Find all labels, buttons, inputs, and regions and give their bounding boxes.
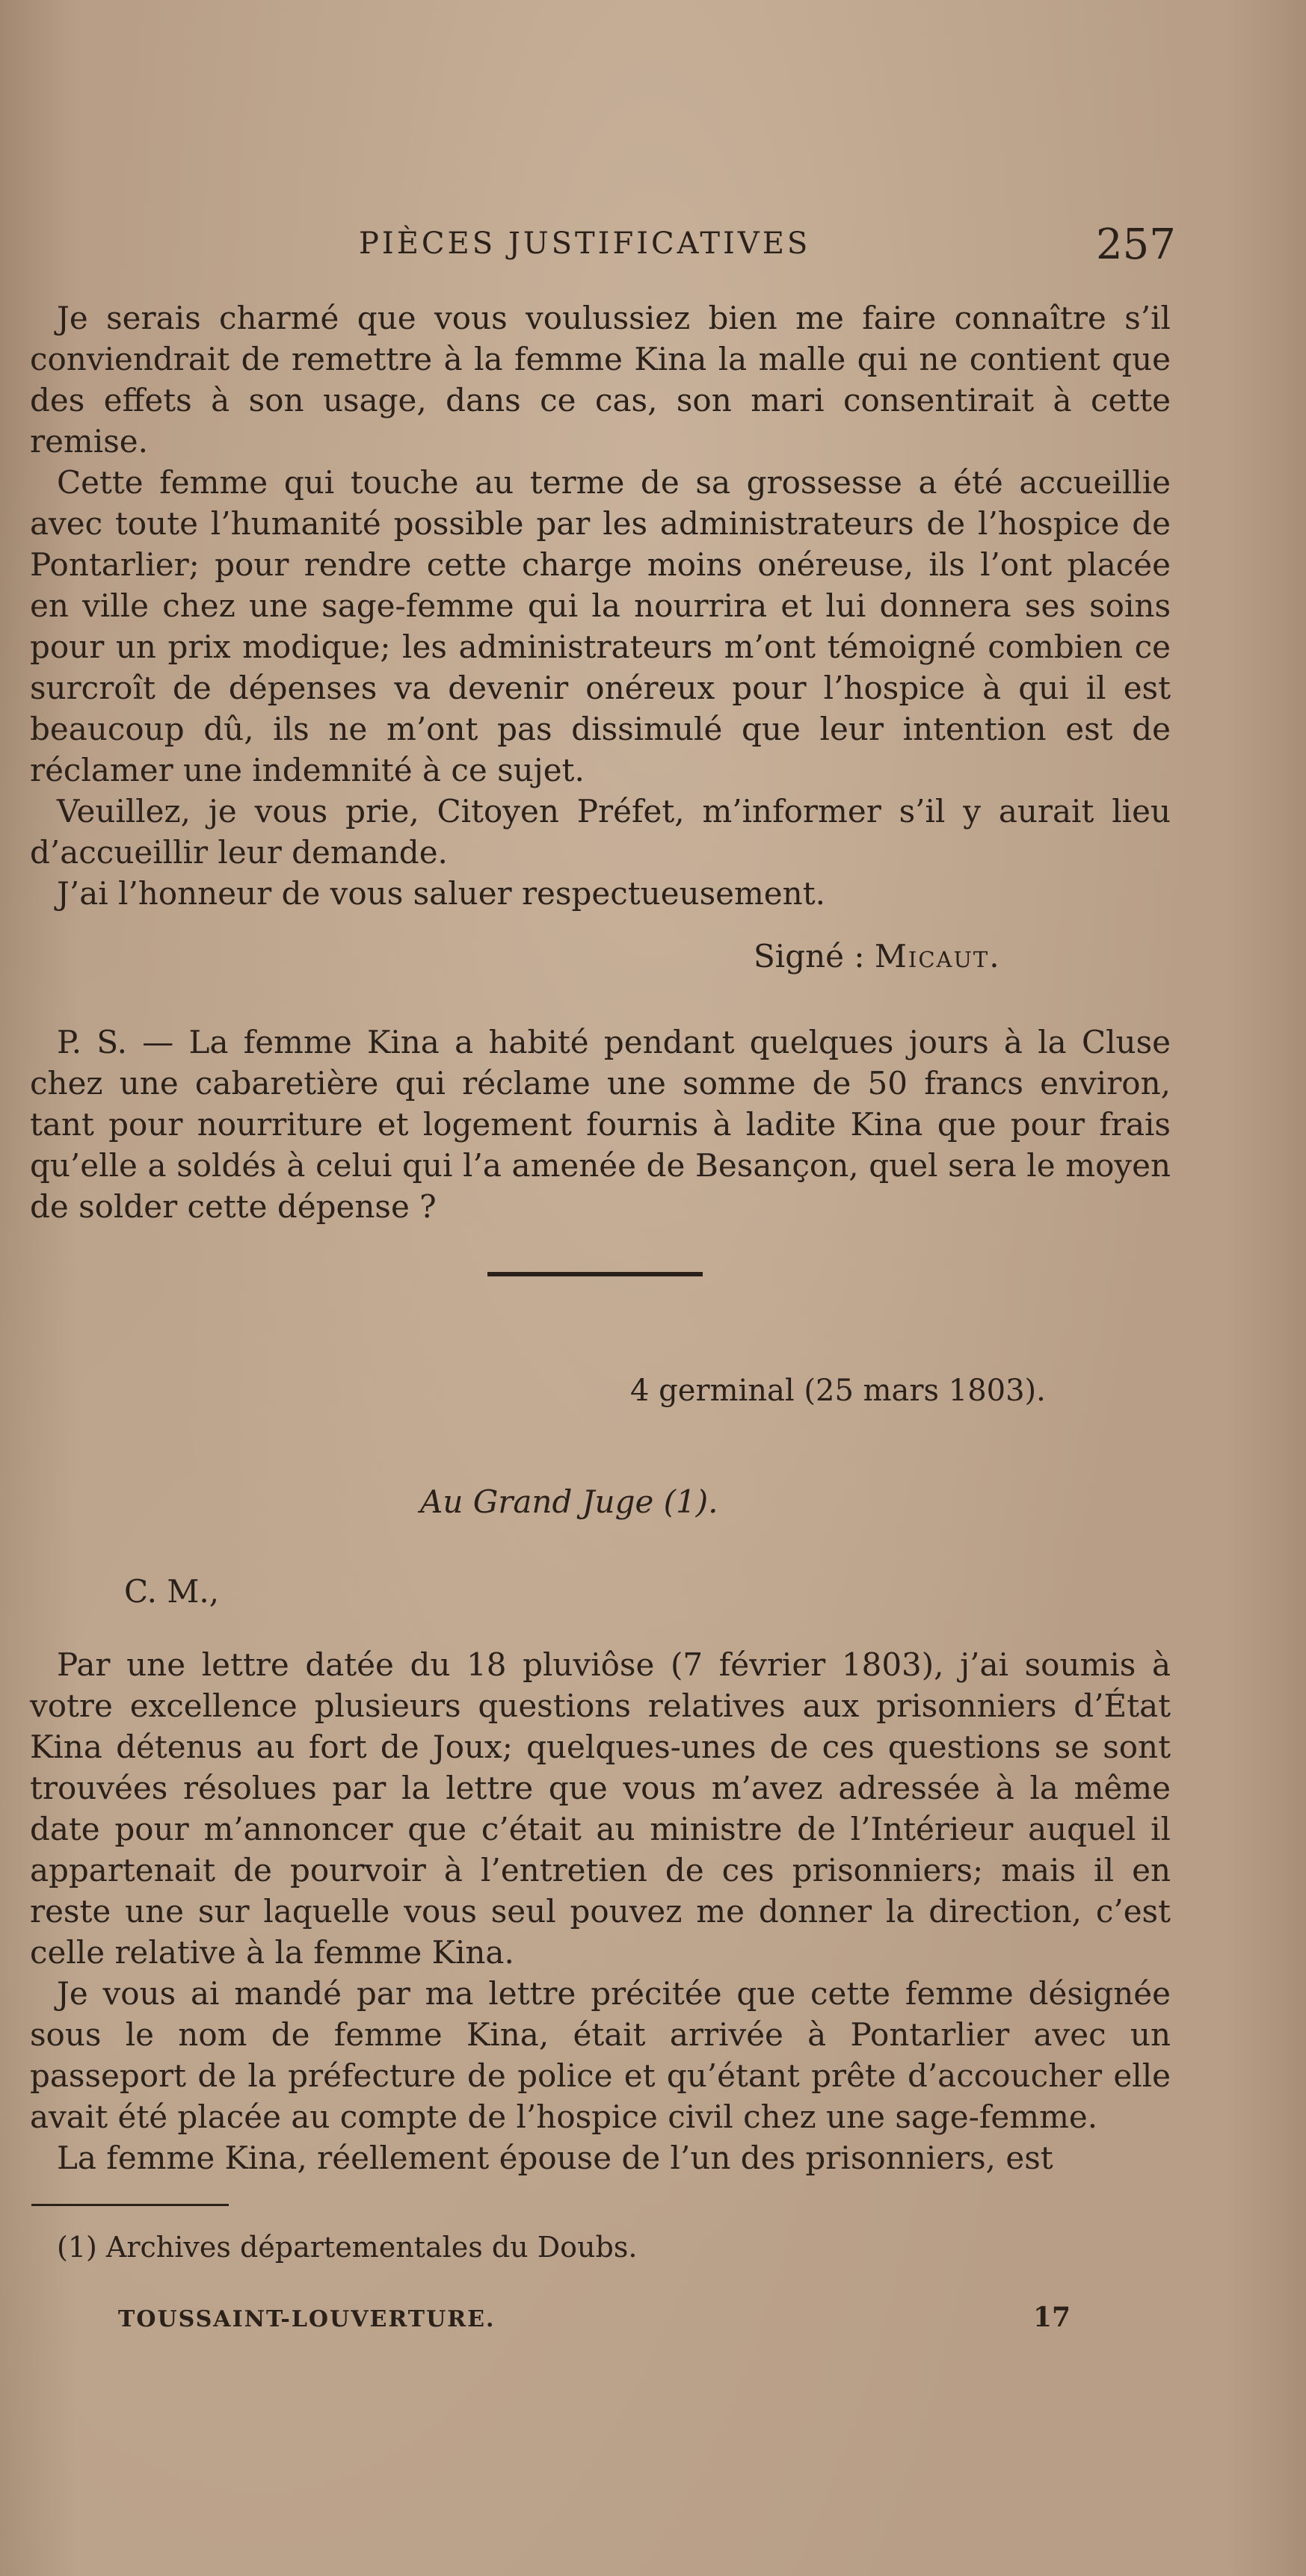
section-divider [487, 1272, 703, 1276]
letter2-paragraph: Par une lettre datée du 18 pluviôse (7 février 1803), j’ai soumis à votre excellence plusieurs questions relatives aux prisonniers d’État Kina détenus au fort de Joux; quelques-unes de ces questions se sont trouvées résolues par la lettre que vous m’avez adressée à la même date pour m’annoncer que c’était au ministre de l’Intérieur auquel il appartenait de pourvoir à l’entretien de ces prisonniers; mais il en reste une sur laquelle vous seul pouvez me donner la direction, c’est celle relative à la femme Kina. [30, 1646, 1171, 1971]
letter2-paragraph: Je vous ai mandé par ma lettre précitée que cette femme désignée sous le nom de femme Kina, était arrivée à Pontarlier avec un passeport de la préfecture de police et qu’étant prête d’accoucher elle avait été placée au compte de l’hospice civil chez une sage-femme. [30, 1975, 1171, 2135]
postscript: P. S. — La femme Kina a habité pendant quelques jours à la Cluse chez une cabaretière qui réclame une somme de 50 francs environ, tant pour nourriture et logement fournis à ladite Kina que pour frais qu’elle a soldés à celui qui l’a amenée de Besançon, quel sera le moyen de solder cette dépense ? [30, 1024, 1171, 1225]
letter2-addressee: Au Grand Juge (1). [420, 1483, 718, 1520]
letter1-signature [754, 938, 1001, 975]
letter1-body [30, 297, 1171, 914]
letter1-paragraph: Cette femme qui touche au terme de sa grossesse a été accueillie avec toute l’humanité possible par les administrateurs de l’hospice de Pontarlier; pour rendre cette charge moins onéreuse, ils l’ont placée en ville chez une sage-femme qui la nourrira et lui donnera ses soins pour un prix modique; les administrateurs m’ont témoigné combien ce surcroît de dépenses va devenir onéreux pour l’hospice à qui il est beaucoup dû, ils ne m’ont pas dissimulé que leur intention est de réclamer une indemnité à ce sujet. [30, 464, 1171, 788]
letter2-body [30, 1644, 1171, 2178]
running-title: PIÈCES JUSTIFICATIVES [359, 226, 811, 261]
letter2-salutation: C. M., [124, 1573, 220, 1610]
footnote: (1) Archives départementales du Doubs. [57, 2231, 638, 2264]
letter1-paragraph: Je serais charmé que vous voulussiez bien me faire connaître s’il conviendrait de remettre à la femme Kina la malle qui ne contient que des effets à son usage, dans ce cas, son mari consentirait à cette remise. [30, 300, 1171, 460]
footnote-rule [31, 2204, 229, 2206]
letter1-paragraph: J’ai l’honneur de vous saluer respectueusement. [57, 875, 825, 912]
postscript-block [30, 1022, 1171, 1227]
letter1-paragraph: Veuillez, je vous prie, Citoyen Préfet, m’informer s’il y aurait lieu d’accueillir leur demande. [30, 793, 1171, 871]
printer-signature-number: 17 [1033, 2302, 1071, 2333]
page-number: 257 [1096, 220, 1176, 269]
signature-name: Micaut. [874, 938, 1001, 975]
printer-signature-mark: TOUSSAINT-LOUVERTURE. [118, 2306, 496, 2332]
running-head [0, 220, 1306, 273]
signature-prefix: Signé : [754, 938, 865, 975]
letter2-paragraph: La femme Kina, réellement épouse de l’un des prisonniers, est [57, 2140, 1053, 2176]
letter2-date: 4 germinal (25 mars 1803). [630, 1374, 1046, 1408]
